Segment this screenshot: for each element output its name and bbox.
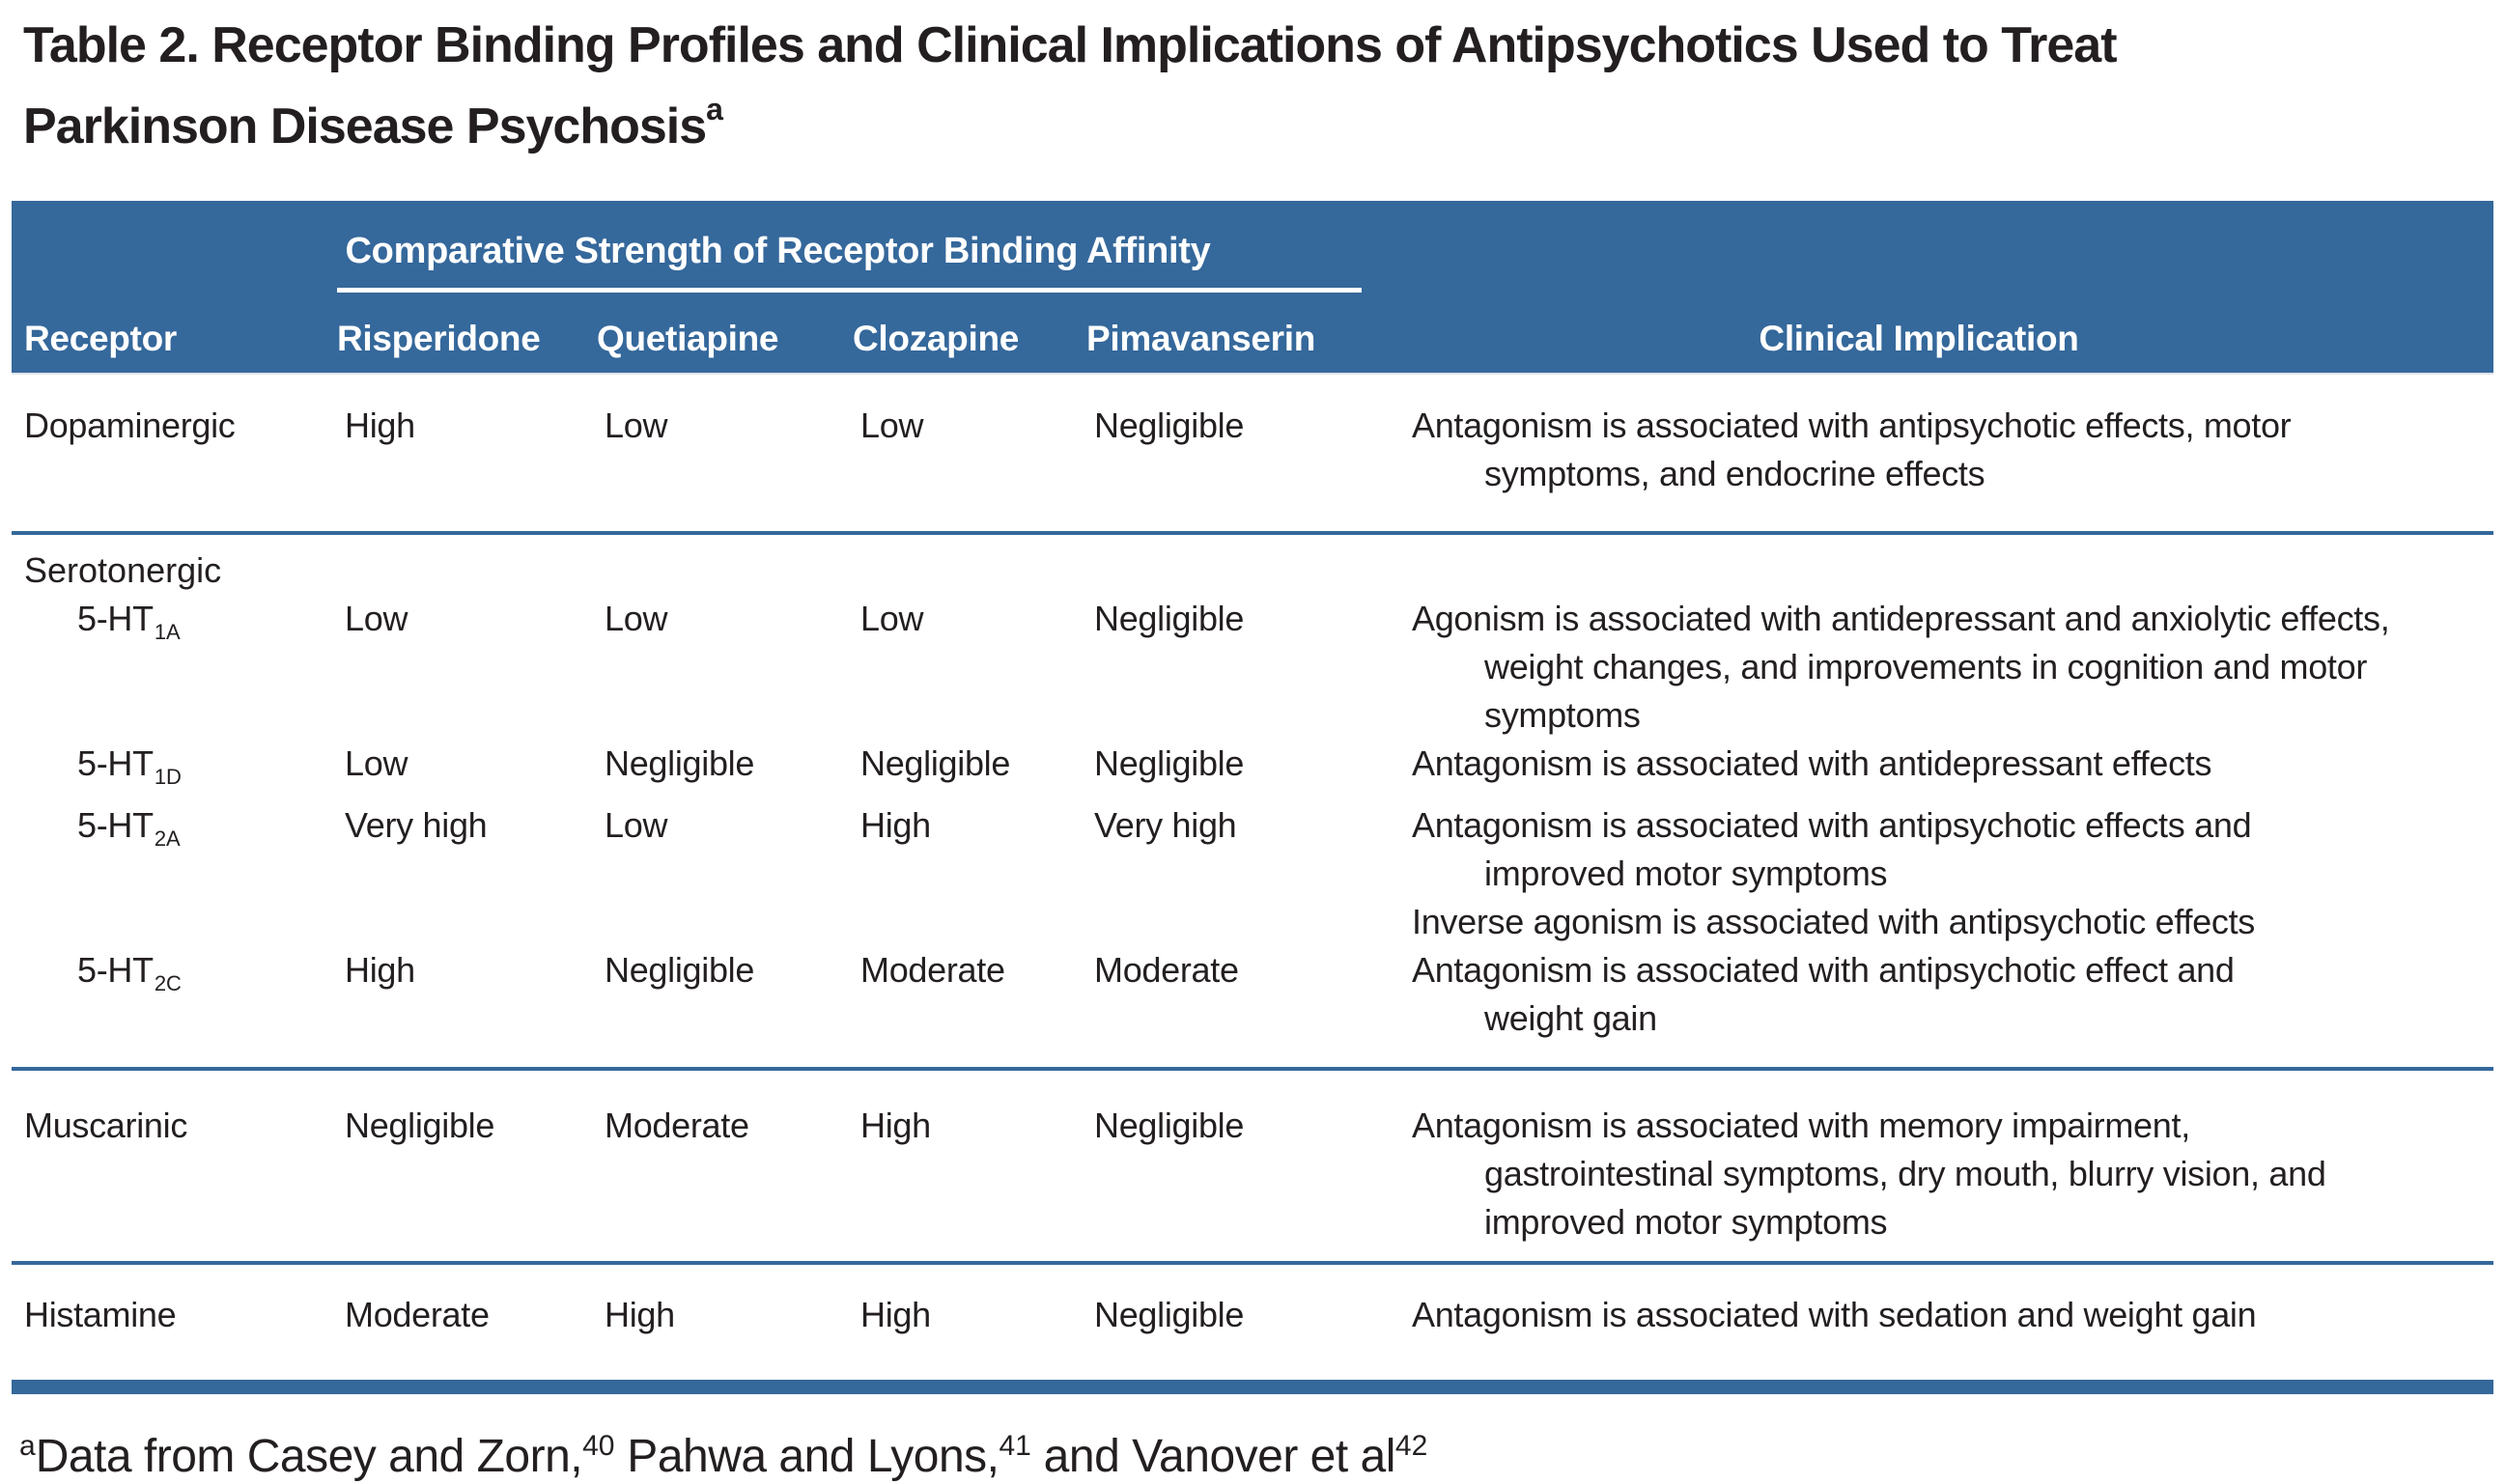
section-serotonergic xyxy=(12,535,2493,1071)
receptor-cell: Histamine xyxy=(24,1295,177,1334)
implication-cell xyxy=(1412,801,2493,946)
receptor-subscript: 1D xyxy=(154,765,182,789)
table-row-5ht1a xyxy=(12,595,2493,740)
receptor-subscript: 2C xyxy=(154,971,182,995)
value-cell-risperidone: Very high xyxy=(345,805,488,845)
table-row-histamine xyxy=(12,1291,2493,1353)
title-superscript: a xyxy=(706,92,723,126)
implication-line: Antagonism is associated with memory impairment, xyxy=(1412,1106,2190,1145)
implication-line: weight gain xyxy=(1484,998,1657,1038)
value-cell-quetiapine: Negligible xyxy=(605,743,755,783)
group-header-rule xyxy=(337,288,1362,293)
page xyxy=(0,14,2506,1482)
value-cell-quetiapine: Moderate xyxy=(605,1106,749,1145)
implication-line: Agonism is associated with antidepressant and anxiolytic effects, xyxy=(1412,599,2390,638)
footnote-reference-42: 42 xyxy=(1394,1430,1428,1462)
implication-line: symptoms xyxy=(1484,695,1641,735)
section-histamine xyxy=(12,1265,2493,1380)
value-cell-risperidone: Negligible xyxy=(345,1106,495,1145)
receptor-binding-table xyxy=(12,201,2493,1394)
implication-line: Antagonism is associated with sedation and weight gain xyxy=(1412,1295,2257,1334)
value-cell-pimavanserin: Moderate xyxy=(1094,950,1239,990)
value-cell-clozapine: High xyxy=(860,1295,931,1334)
table-row-5ht2c xyxy=(12,946,2493,1043)
value-cell-clozapine: Moderate xyxy=(860,950,1005,990)
column-header-risperidone: Risperidone xyxy=(337,319,541,358)
value-cell-pimavanserin: Negligible xyxy=(1094,406,1245,445)
value-cell-quetiapine: Low xyxy=(605,599,668,638)
page-title xyxy=(23,14,2483,158)
table-row-dopaminergic xyxy=(12,402,2493,498)
footnote-text: Pahwa and Lyons, xyxy=(614,1431,1000,1482)
receptor-cell: $5-HT_{1A}$ xyxy=(77,599,181,644)
value-cell-clozapine: High xyxy=(860,805,931,845)
implication-cell xyxy=(1412,740,2493,801)
value-cell-pimavanserin: Negligible xyxy=(1094,1106,1245,1145)
value-cell-risperidone: Low xyxy=(345,599,408,638)
value-cell-risperidone: High xyxy=(345,406,415,445)
table-bottom-rule xyxy=(12,1380,2493,1394)
value-cell-pimavanserin: Very high xyxy=(1094,805,1237,845)
implication-line: Antagonism is associated with antipsychotic effect and xyxy=(1412,950,2235,990)
column-header-receptor: Receptor xyxy=(24,319,177,358)
value-cell-clozapine: Low xyxy=(860,599,924,638)
receptor-subscript: 2A xyxy=(154,826,181,851)
value-cell-risperidone: Moderate xyxy=(345,1295,490,1334)
section-dopaminergic xyxy=(12,375,2493,535)
implication-cell xyxy=(1412,1102,2493,1246)
implication-line: improved motor symptoms xyxy=(1484,1202,1888,1242)
receptor-cell: $5-HT_{2A}$ xyxy=(77,805,181,851)
value-cell-risperidone: High xyxy=(345,950,415,990)
column-header-quetiapine: Quetiapine xyxy=(597,319,779,358)
footnote-reference-40: 40 xyxy=(582,1430,615,1462)
receptor-subscript: 1A xyxy=(154,620,181,644)
group-row-serotonergic: Serotonergic xyxy=(24,550,222,590)
implication-cell xyxy=(1412,402,2493,498)
value-cell-quetiapine: Negligible xyxy=(605,950,755,990)
section-muscarinic xyxy=(12,1071,2493,1265)
group-header xyxy=(337,201,1412,288)
footnote xyxy=(19,1419,2506,1484)
implication-line: improved motor symptoms xyxy=(1484,854,1888,893)
value-cell-quetiapine: Low xyxy=(605,406,668,445)
receptor-cell: $5-HT_{1D}$ xyxy=(77,743,182,789)
page-title-line2: Parkinson Disease Psychosis$^a$ xyxy=(23,92,723,154)
footnote-superscript: a xyxy=(19,1430,36,1462)
footnote-text: and Vanover et al xyxy=(1030,1431,1395,1482)
value-cell-clozapine: Low xyxy=(860,406,924,445)
implication-line: Antagonism is associated with antipsychotic effects and xyxy=(1412,805,2252,845)
receptor-cell: Dopaminergic xyxy=(24,406,236,445)
receptor-cell: Muscarinic xyxy=(24,1106,188,1145)
column-header-pimavanserin: Pimavanserin xyxy=(1086,319,1316,358)
value-cell-clozapine: High xyxy=(860,1106,931,1145)
value-cell-pimavanserin: Negligible xyxy=(1094,599,1245,638)
table-row-5ht2a xyxy=(12,801,2493,946)
implication-line: weight changes, and improvements in cognition and motor xyxy=(1484,647,2368,686)
implication-cell xyxy=(1412,1291,2493,1353)
column-header-clinical-implication: Clinical Implication xyxy=(1759,319,2079,358)
implication-line: Inverse agonism is associated with antipsychotic effects xyxy=(1412,902,2255,941)
table-row-muscarinic xyxy=(12,1102,2493,1246)
footnote-text: Data from Casey and Zorn, xyxy=(35,1431,583,1482)
group-header-label: Comparative Strength of Receptor Binding Affinity xyxy=(345,231,1211,271)
value-cell-pimavanserin: Negligible xyxy=(1094,743,1245,783)
implication-cell xyxy=(1412,595,2493,740)
column-header-clozapine: Clozapine xyxy=(853,319,1020,358)
value-cell-clozapine: Negligible xyxy=(860,743,1011,783)
table-header xyxy=(12,201,2493,375)
value-cell-quetiapine: Low xyxy=(605,805,668,845)
value-cell-quetiapine: High xyxy=(605,1295,675,1334)
value-cell-risperidone: Low xyxy=(345,743,408,783)
page-title-line1: Table 2. Receptor Binding Profiles and Clinical Implications of Antipsychotics Used to Treat xyxy=(23,17,2117,73)
implication-line: gastrointestinal symptoms, dry mouth, blurry vision, and xyxy=(1484,1154,2326,1193)
implication-line: Antagonism is associated with antipsychotic effects, motor xyxy=(1412,406,2292,445)
table-row-5ht1d xyxy=(12,740,2493,801)
implication-line: Antagonism is associated with antidepressant effects xyxy=(1412,743,2212,783)
value-cell-pimavanserin: Negligible xyxy=(1094,1295,1245,1334)
receptor-cell: $5-HT_{2C}$ xyxy=(77,950,182,995)
footnote-reference-41: 41 xyxy=(999,1430,1031,1462)
implication-cell xyxy=(1412,946,2493,1043)
implication-line: symptoms, and endocrine effects xyxy=(1484,454,1985,493)
